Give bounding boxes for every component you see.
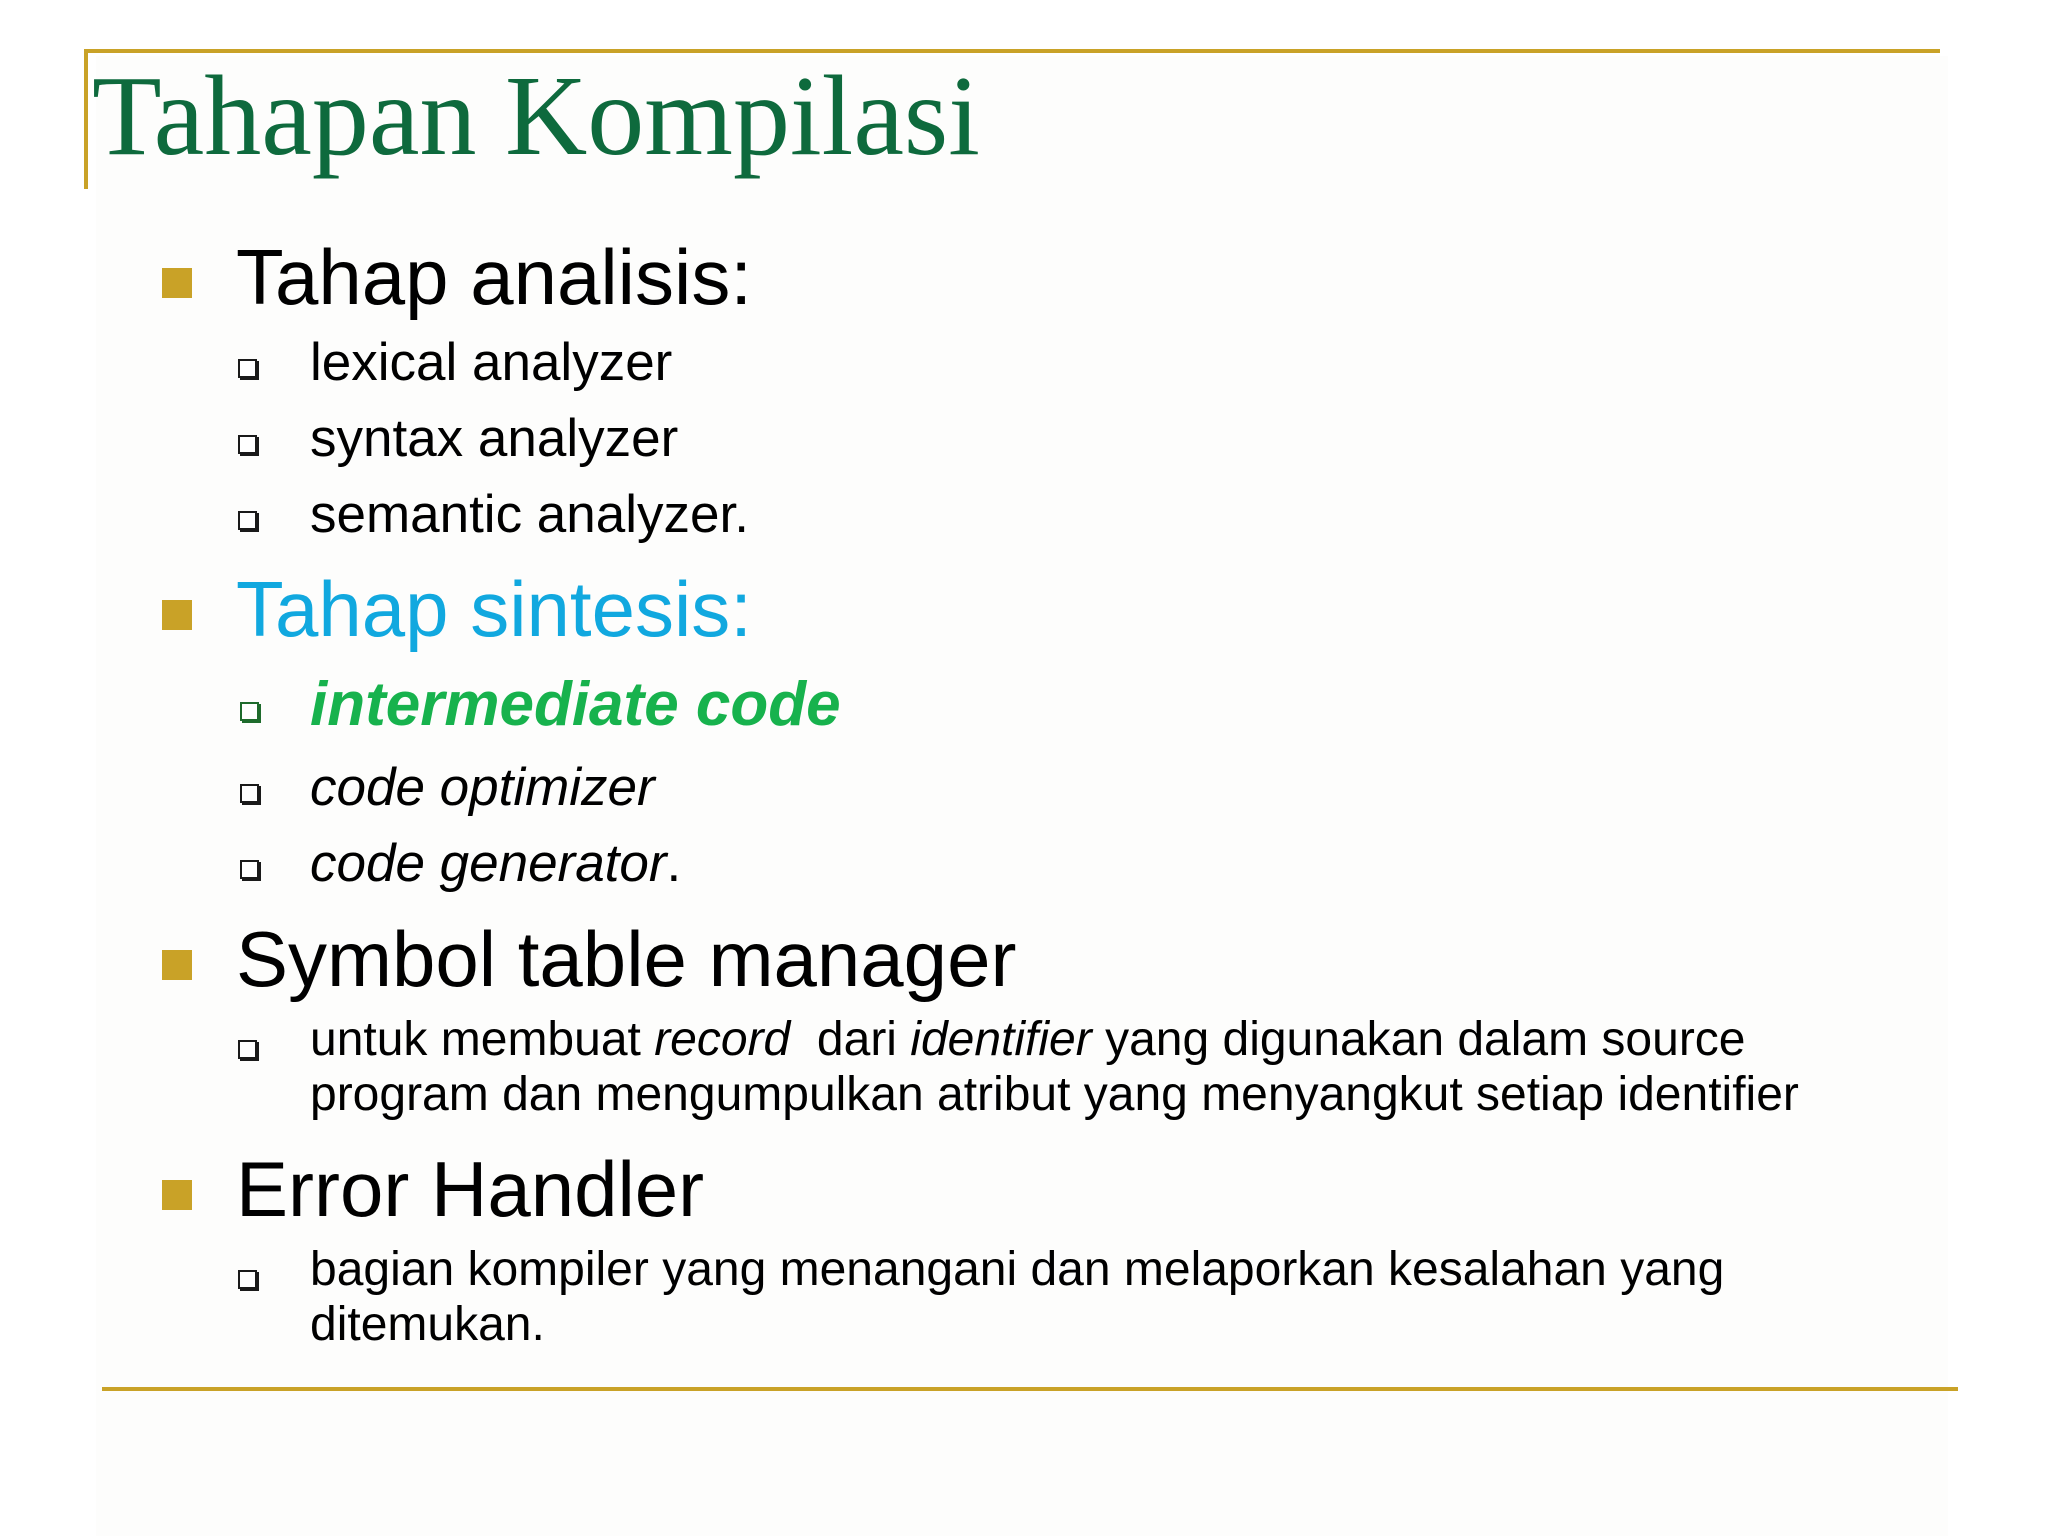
error-desc-line-2: ditemukan. <box>310 1298 545 1351</box>
code-generator-period: . <box>666 834 682 893</box>
desc-text-2: dari <box>790 1013 911 1066</box>
box-bullet-icon <box>238 435 257 454</box>
section-heading-symbol-table: Symbol table manager <box>236 915 1017 1003</box>
desc-identifier: identifier <box>910 1013 1092 1066</box>
square-bullet-icon <box>162 268 192 298</box>
list-item-code-optimizer: code optimizer <box>310 758 655 817</box>
list-item-syntax-analyzer: syntax analyzer <box>310 409 679 468</box>
box-bullet-icon <box>240 702 259 721</box>
title-left-rule <box>84 49 88 189</box>
error-handler-description <box>310 1242 1930 1352</box>
desc-text-1: untuk membuat <box>310 1013 655 1066</box>
list-item-semantic-analyzer: semantic analyzer. <box>310 485 749 544</box>
box-bullet-icon <box>240 860 259 879</box>
error-desc-line-1: bagian kompiler yang menangani dan melaporkan kesalahan yang <box>310 1243 1725 1296</box>
box-bullet-icon <box>240 784 259 803</box>
square-bullet-icon <box>162 600 192 630</box>
box-bullet-icon <box>238 359 257 378</box>
square-bullet-icon <box>162 1180 192 1210</box>
desc-text-3: yang digunakan dalam source <box>1091 1013 1746 1066</box>
desc-line-2: program dan mengumpulkan atribut yang menyangkut setiap identifier <box>310 1068 1799 1121</box>
section-heading-sintesis: Tahap sintesis: <box>236 565 752 653</box>
symbol-table-description <box>310 1012 1930 1122</box>
box-bullet-icon <box>238 511 257 530</box>
section-heading-analisis: Tahap analisis: <box>236 233 752 321</box>
section-heading-error-handler: Error Handler <box>236 1145 705 1233</box>
square-bullet-icon <box>162 950 192 980</box>
slide-title: Tahapan Kompilasi <box>92 52 980 179</box>
box-bullet-icon <box>238 1040 257 1059</box>
code-generator-text: code generator <box>310 834 667 893</box>
list-item-code-generator <box>310 834 681 894</box>
list-item-intermediate-code: intermediate code <box>310 670 841 739</box>
footer-rule <box>102 1387 1958 1391</box>
box-bullet-icon <box>238 1270 257 1289</box>
list-item-lexical-analyzer: lexical analyzer <box>310 333 673 392</box>
desc-record: record <box>654 1013 791 1066</box>
